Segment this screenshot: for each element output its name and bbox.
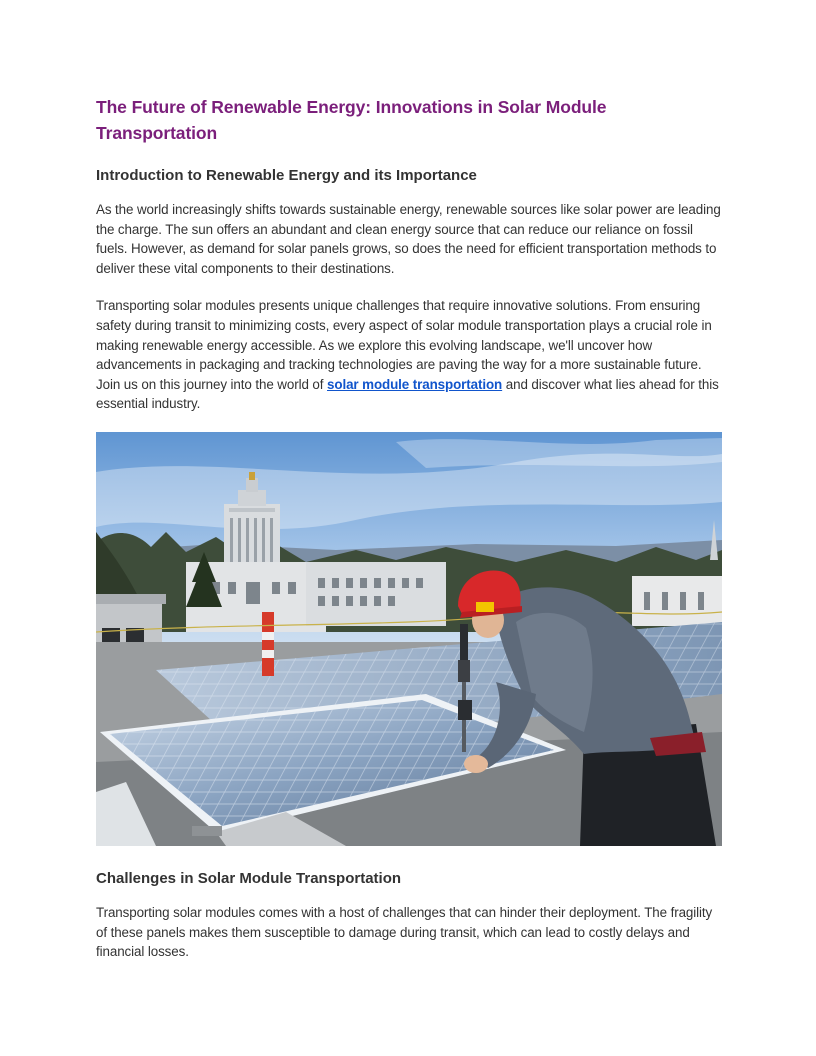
intro-paragraph-2-start: Transporting solar modules presents unique challenges that require innovative solutions. From ensuring safety during transit to minimizing costs, every aspect of solar module transportation plays a crucial role in making renewable energy accessible. As we explore this evolving landscape, we'll uncover how advancements in packaging and tracking technologies are paving the way for a more sustainable future. Join us on this journey into the world of [96, 298, 712, 392]
section-heading-challenges: Challenges in Solar Module Transportation [96, 869, 402, 887]
intro-paragraph-2-end: and discover what lies ahead for this essential industry. [96, 376, 719, 412]
article-title: The Future of Renewable Energy: Innovations in Solar Module Transportation [96, 97, 607, 143]
solar-installation-photo [96, 432, 722, 846]
article [96, 94, 722, 980]
challenges-paragraph-1: Transporting solar modules comes with a host of challenges that can hinder their deployment. The fragility of these panels makes them susceptible to damage during transit, which can lead to costly delays and financial losses. [96, 904, 713, 960]
intro-paragraph-2 [96, 296, 722, 414]
solar-module-transportation-link[interactable]: solar module transportation [327, 376, 503, 392]
section-heading-introduction: Introduction to Renewable Energy and its Importance [96, 167, 477, 184]
intro-paragraph-1: As the world increasingly shifts towards sustainable energy, renewable sources like solar power are leading the charge. The sun offers an abundant and clean energy source that can reduce our reliance on fossil fuels. However, as demand for solar panels grows, so does the need for efficient transportation methods to deliver these vital components to their destinations. [96, 202, 721, 276]
